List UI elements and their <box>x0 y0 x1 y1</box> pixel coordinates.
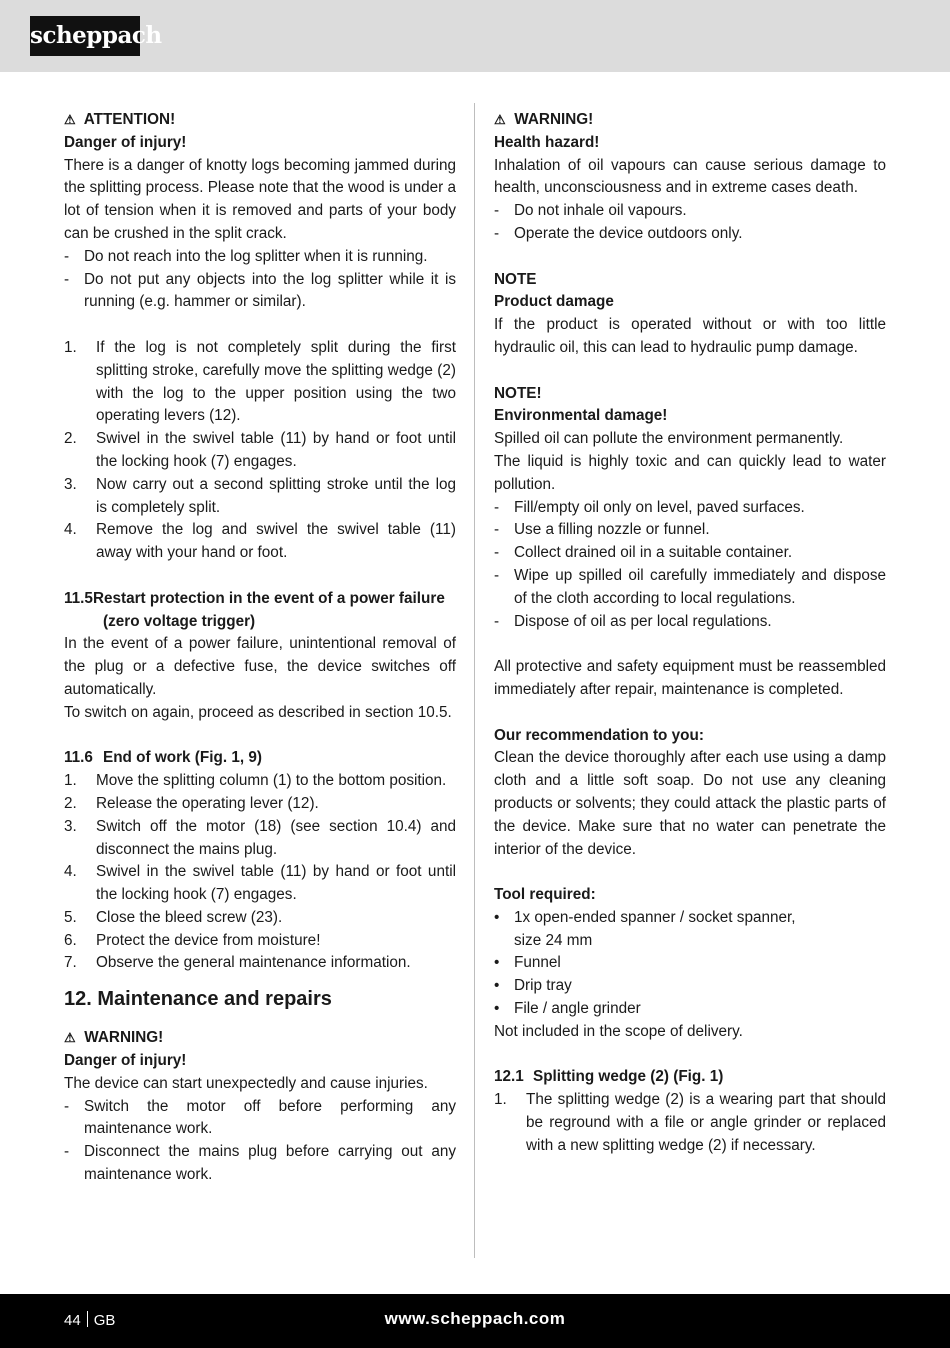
note-text: If the product is operated without or with too little hydraulic oil, this can lead to hydraulic pump damage. <box>494 316 886 356</box>
list-item: • 1x open-ended spanner / socket spanner, size 24 mm <box>494 907 886 953</box>
warning-subtitle: Danger of injury! <box>64 1052 187 1070</box>
step-item: 7. Observe the general maintenance information. <box>64 954 411 972</box>
list-item: • File / angle grinder <box>494 998 886 1021</box>
warning-triangle-icon: ⚠ <box>64 112 76 127</box>
tools-heading: Tool required: <box>494 886 596 904</box>
page-number: 44 GB <box>64 1312 116 1329</box>
section-11-5-heading: 11.5Restart protection in the event of a power failure (zero voltage trigger) <box>64 589 445 630</box>
list-item: - Do not put any objects into the log splitter while it is running (e.g. hammer or similar). <box>64 269 456 315</box>
warning-triangle-icon: ⚠ <box>64 1030 76 1046</box>
warning-heading: ⚠ WARNING! <box>494 109 886 132</box>
page-footer <box>0 1294 950 1348</box>
section-12-1-heading: 12.1 Splitting wedge (2) (Fig. 1) <box>494 1068 724 1086</box>
note-text: The liquid is highly toxic and can quickly lead to water pollution. <box>494 452 886 493</box>
page-header <box>0 0 950 72</box>
list-item: • Drip tray <box>494 975 886 998</box>
list-item: - Fill/empty oil only on level, paved surfaces. <box>494 497 886 520</box>
list-item: - Collect drained oil in a suitable container. <box>494 542 886 565</box>
step-item: 4. Remove the log and swivel the swivel table (11) away with your hand or foot. <box>64 521 456 562</box>
step-item: 6. Protect the device from moisture! <box>64 931 321 949</box>
step-item: 4. Swivel in the swivel table (11) by hand or foot until the locking hook (7) engages. <box>64 863 456 904</box>
attention-text: There is a danger of knotty logs becoming jammed during the splitting process. Please note that the wood is under a lot of tension when it is removed and parts of your body can be crushed in the split crack. <box>64 156 457 242</box>
scheppach-logo: scheppach <box>30 16 140 56</box>
list-item: - Wipe up spilled oil carefully immediately and dispose of the cloth according to local regulations. <box>494 565 886 611</box>
step-item: 3. Switch off the motor (18) (see section 10.4) and disconnect the mains plug. <box>64 817 456 858</box>
step-item: 2. Release the operating lever (12). <box>64 794 319 812</box>
step-item: 5. Close the bleed screw (23). <box>64 908 283 926</box>
step-item: 2. Swivel in the swivel table (11) by hand or foot until the locking hook (7) engages. <box>64 430 456 470</box>
section-11-5-text: In the event of a power failure, unintentional removal of the plug or a defective fuse, the device switches off automatically. <box>64 635 456 698</box>
warning-text: Inhalation of oil vapours can cause serious damage to health, unconsciousness and in extreme cases death. <box>494 156 886 197</box>
list-item: - Operate the device outdoors only. <box>494 223 886 246</box>
tools-note: Not included in the scope of delivery. <box>494 1022 743 1040</box>
list-item: - Do not reach into the log splitter when it is running. <box>64 246 456 269</box>
list-item: - Do not inhale oil vapours. <box>494 200 886 223</box>
attention-heading: ⚠ ATTENTION! <box>64 109 456 132</box>
warning-subtitle: Health hazard! <box>494 133 600 151</box>
warning-heading: ⚠ WARNING! <box>64 1027 456 1050</box>
step-item: 1. Move the splitting column (1) to the bottom position. <box>64 772 447 790</box>
left-column <box>64 109 456 1187</box>
list-item: - Switch the motor off before performing any maintenance work. <box>64 1096 456 1142</box>
warning-text: The device can start unexpectedly and cause injuries. <box>64 1074 428 1092</box>
right-column <box>494 109 886 1158</box>
note-heading: NOTE <box>494 270 537 288</box>
recommendation-heading: Our recommendation to you: <box>494 726 704 744</box>
recommendation-text: Clean the device thoroughly after each use using a damp cloth and a little soft soap. Do not use any cleaning products or solvents; they could attack the plastic parts of the device. Make sure that no water can penetrate the interior of the device. <box>494 749 886 858</box>
note-text: Spilled oil can pollute the environment permanently. <box>494 430 844 448</box>
list-item: • Funnel <box>494 952 886 975</box>
list-item: - Dispose of oil as per local regulations. <box>494 611 886 634</box>
list-item: - Use a filling nozzle or funnel. <box>494 519 886 542</box>
list-item: - Disconnect the mains plug before carrying out any maintenance work. <box>64 1141 456 1187</box>
column-divider <box>474 103 475 1258</box>
protective-equipment-text: All protective and safety equipment must be reassembled immediately after repair, maintenance is completed. <box>494 658 886 698</box>
step-item: 3. Now carry out a second splitting stroke until the log is completely split. <box>64 475 456 516</box>
attention-subtitle: Danger of injury! <box>64 133 187 151</box>
chapter-12-heading: 12. Maintenance and repairs <box>64 988 332 1011</box>
section-11-6-heading: 11.6 End of work (Fig. 1, 9) <box>64 749 262 767</box>
note-subtitle: Environmental damage! <box>494 407 668 425</box>
step-item: 1. The splitting wedge (2) is a wearing part that should be reground with a file or angle grinder or replaced with a new splitting wedge (2) if necessary. <box>494 1091 886 1154</box>
note-subtitle: Product damage <box>494 293 614 311</box>
website-url[interactable]: www.scheppach.com <box>384 1309 566 1328</box>
section-11-5-text: To switch on again, proceed as described in section 10.5. <box>64 703 452 721</box>
warning-triangle-icon: ⚠ <box>494 112 506 127</box>
note-heading: NOTE! <box>494 384 542 402</box>
step-item: 1. If the log is not completely split during the first splitting stroke, carefully move the splitting wedge (2) with the log to the upper position using the two operating levers (12). <box>64 338 456 425</box>
